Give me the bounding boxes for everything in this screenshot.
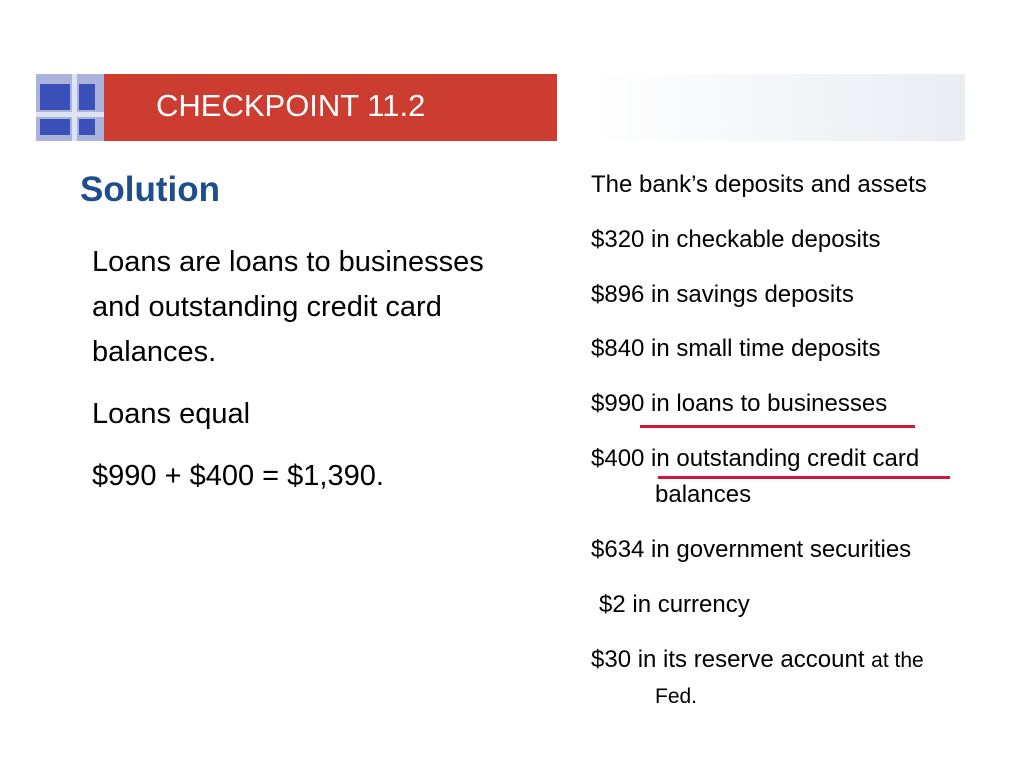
slide-title: CHECKPOINT 11.2 [156, 88, 426, 123]
list-item: $320 in checkable deposits [591, 226, 881, 253]
reserve-account-suffix: at the [871, 649, 924, 672]
solution-body [92, 240, 532, 516]
reserve-account-text: $30 in its reserve account [591, 646, 865, 673]
list-item [591, 643, 924, 678]
loans-underline [640, 425, 915, 428]
list-item-continuation: balances [655, 481, 752, 508]
list-item: $990 in loans to businesses [591, 390, 888, 417]
list-item: $634 in government securities [591, 536, 912, 563]
list-item: $896 in savings deposits [591, 281, 854, 308]
credit-card-underline [658, 476, 950, 479]
list-item: $2 in currency [599, 591, 750, 618]
list-item-continuation: Fed. [655, 685, 698, 708]
loans-equal-label: Loans equal [92, 398, 251, 430]
loans-calculation: $990 + $400 = $1,390. [92, 460, 384, 492]
list-heading: The bank’s deposits and assets [591, 171, 927, 198]
logo-icon [36, 74, 104, 141]
list-item: $400 in outstanding credit card [591, 445, 920, 472]
loans-definition: Loans are loans to businesses and outstanding credit card balances. [92, 246, 484, 368]
list-item: $840 in small time deposits [591, 335, 881, 362]
solution-heading: Solution [80, 170, 220, 209]
